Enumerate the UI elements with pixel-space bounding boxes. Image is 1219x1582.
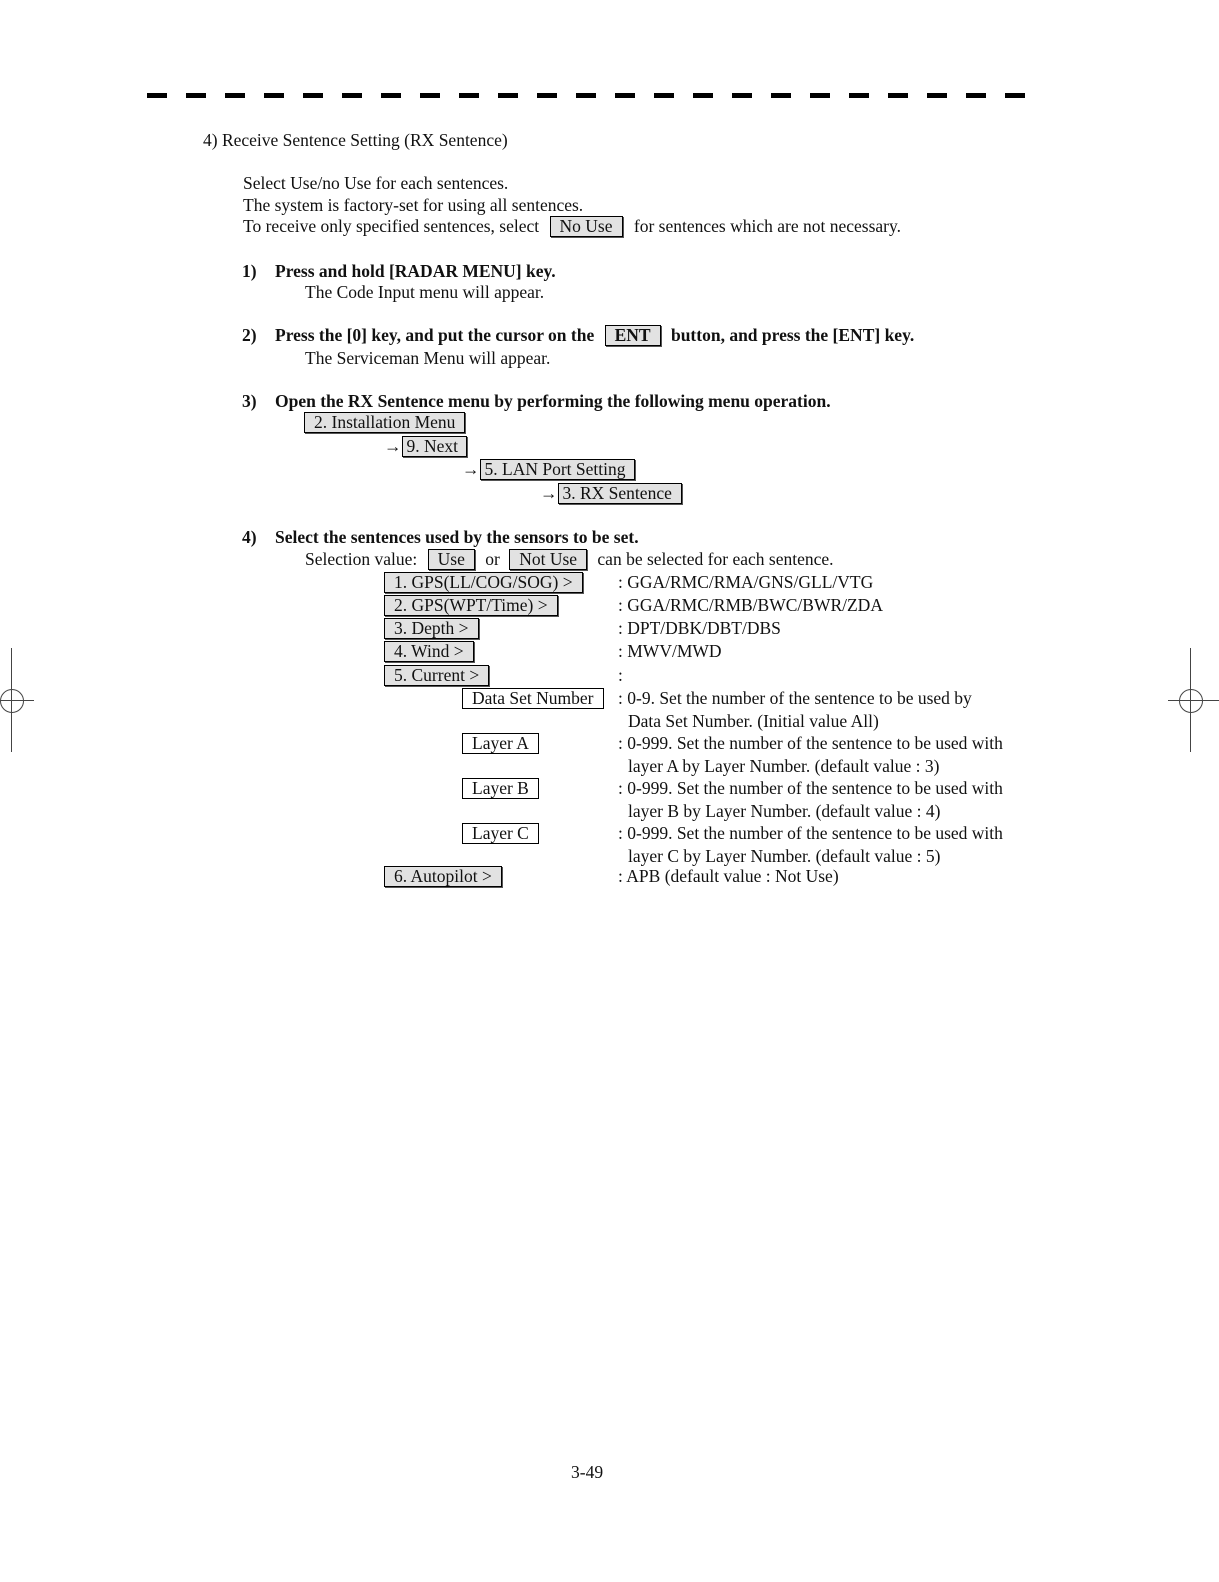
page-number: 3-49 xyxy=(571,1462,604,1482)
step-2-text xyxy=(275,325,914,346)
menu-item-label: 4. Wind > xyxy=(384,641,474,662)
rx-sentence-key: 3. RX Sentence xyxy=(558,483,682,504)
arrow-icon: → xyxy=(384,436,402,456)
menu-item-desc: : MWV/MWD xyxy=(618,641,722,661)
sub-item-desc-1: : 0-999. Set the number of the sentence to be used with xyxy=(618,778,1003,798)
step-1-text: Press and hold [RADAR MENU] key. xyxy=(275,261,556,281)
menu-item-autopilot xyxy=(384,866,502,887)
menu-item-label: 3. Depth > xyxy=(384,618,479,639)
sub-item-layer-b xyxy=(462,778,539,799)
ent-key: ENT xyxy=(605,325,661,346)
intro-line-3 xyxy=(243,216,901,237)
step-1-number: 1) xyxy=(242,261,257,281)
step-2-text-pre: Press the [0] key, and put the cursor on the xyxy=(275,325,595,345)
menu-item-depth xyxy=(384,618,479,639)
autopilot-desc: : APB (default value : Not Use) xyxy=(618,866,839,886)
lan-port-setting-key: 5. LAN Port Setting xyxy=(480,459,636,480)
menu-item-desc: : xyxy=(618,665,623,685)
selection-value-line xyxy=(305,549,834,570)
sub-item-desc-2: layer B by Layer Number. (default value : 4) xyxy=(628,801,941,821)
registration-mark-left xyxy=(0,689,24,713)
sub-item-desc-1: : 0-999. Set the number of the sentence to be used with xyxy=(618,733,1003,753)
menu-path-1 xyxy=(304,412,465,433)
step-2-number: 2) xyxy=(242,325,257,345)
intro-line-3-post: for sentences which are not necessary. xyxy=(633,216,901,236)
menu-item-label: 5. Current > xyxy=(384,665,489,686)
sub-item-desc-2: Data Set Number. (Initial value All) xyxy=(628,711,879,731)
registration-mark-right xyxy=(1179,689,1203,713)
step-2-text-post: button, and press the [ENT] key. xyxy=(670,325,915,345)
sub-item-label: Layer A xyxy=(462,733,539,754)
intro-line-2: The system is factory-set for using all sentences. xyxy=(243,195,584,215)
step-3-text: Open the RX Sentence menu by performing the following menu operation. xyxy=(275,391,831,411)
step-3-number: 3) xyxy=(242,391,257,411)
menu-item-gps-wpt xyxy=(384,595,558,616)
sub-item-layer-a xyxy=(462,733,539,754)
sub-item-label: Layer B xyxy=(462,778,539,799)
menu-path-4 xyxy=(540,483,682,504)
not-use-key: Not Use xyxy=(509,549,587,570)
menu-path-2 xyxy=(384,436,467,457)
menu-item-label: 2. GPS(WPT/Time) > xyxy=(384,595,558,616)
menu-item-label: 6. Autopilot > xyxy=(384,866,502,887)
registration-mark-right-h xyxy=(1168,700,1219,701)
step-4-number: 4) xyxy=(242,527,257,547)
selection-value-label: Selection value: xyxy=(305,549,418,569)
menu-item-desc: : GGA/RMC/RMB/BWC/BWR/ZDA xyxy=(618,595,883,615)
menu-path-3 xyxy=(462,459,635,480)
sub-item-desc-1: : 0-999. Set the number of the sentence to be used with xyxy=(618,823,1003,843)
registration-mark-left-h xyxy=(0,700,34,701)
arrow-icon: → xyxy=(462,459,480,479)
menu-item-gps-ll xyxy=(384,572,583,593)
section-title: 4) Receive Sentence Setting (RX Sentence) xyxy=(203,130,508,150)
sub-item-desc-1: : 0-9. Set the number of the sentence to be used by xyxy=(618,688,972,708)
use-key: Use xyxy=(428,549,475,570)
next-key: 9. Next xyxy=(402,436,468,457)
sub-item-data-set-number xyxy=(462,688,604,709)
step-1-sub: The Code Input menu will appear. xyxy=(305,282,545,302)
menu-item-desc: : GGA/RMC/RMA/GNS/GLL/VTG xyxy=(618,572,874,592)
menu-item-current xyxy=(384,665,489,686)
sub-item-label: Data Set Number xyxy=(462,688,604,709)
sub-item-label: Layer C xyxy=(462,823,539,844)
menu-item-desc: : DPT/DBK/DBT/DBS xyxy=(618,618,781,638)
selection-or: or xyxy=(485,549,500,569)
step-2-sub: The Serviceman Menu will appear. xyxy=(305,348,551,368)
menu-item-label: 1. GPS(LL/COG/SOG) > xyxy=(384,572,583,593)
no-use-key: No Use xyxy=(550,216,623,237)
intro-line-3-pre: To receive only specified sentences, select xyxy=(243,216,540,236)
registration-mark-left-v xyxy=(11,648,12,752)
menu-item-wind xyxy=(384,641,474,662)
intro-line-1: Select Use/no Use for each sentences. xyxy=(243,173,509,193)
step-4-text: Select the sentences used by the sensors to be set. xyxy=(275,527,639,547)
selection-value-post: can be selected for each sentence. xyxy=(597,549,834,569)
sub-item-desc-2: layer A by Layer Number. (default value : 3) xyxy=(628,756,940,776)
registration-mark-right-v xyxy=(1190,648,1191,752)
installation-menu-key: 2. Installation Menu xyxy=(304,412,465,433)
header-dashed-rule xyxy=(147,93,1027,98)
sub-item-layer-c xyxy=(462,823,539,844)
arrow-icon: → xyxy=(540,483,558,503)
sub-item-desc-2: layer C by Layer Number. (default value : 5) xyxy=(628,846,941,866)
